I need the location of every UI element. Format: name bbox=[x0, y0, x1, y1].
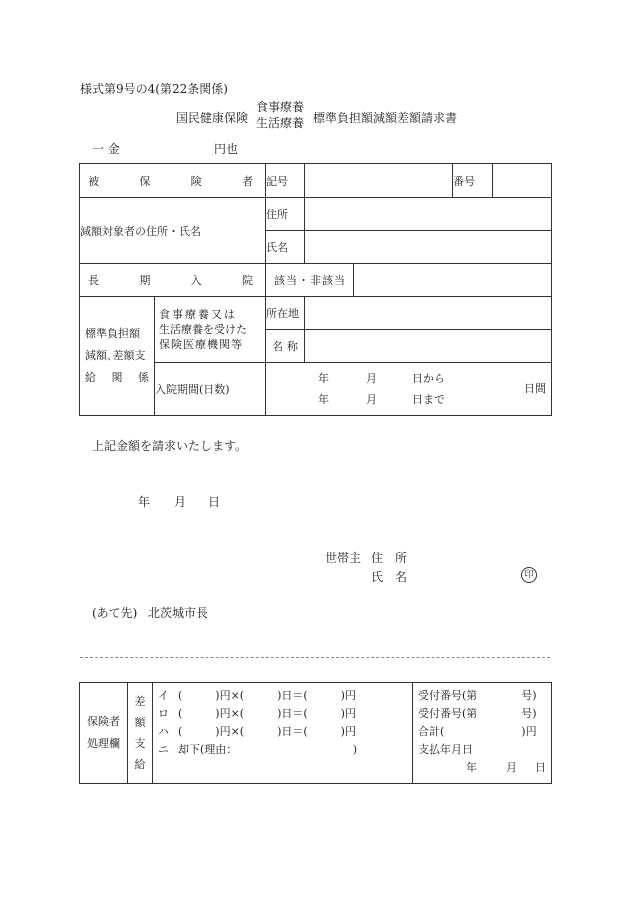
receipt-number-1: 受付番号(第 号) bbox=[418, 689, 537, 702]
addressee-prefix: (あて先) bbox=[92, 606, 138, 620]
calc-row: イ ( )円×( )日＝( )円 bbox=[158, 689, 356, 702]
location-label: 所在地 bbox=[266, 297, 305, 330]
addressee-name: 北茨城市長 bbox=[148, 606, 209, 620]
location-field[interactable] bbox=[305, 297, 552, 330]
date-month: 月 bbox=[174, 495, 187, 509]
facility-name-label: 名 称 bbox=[266, 330, 305, 363]
calc-rows-cell[interactable] bbox=[153, 683, 413, 784]
calc-row: ハ ( )円×( )日＝( )円 bbox=[158, 725, 356, 738]
name-field[interactable] bbox=[305, 231, 552, 264]
paydate-line: 年 月 日 bbox=[466, 761, 546, 774]
date-year: 年 bbox=[138, 495, 151, 509]
period-days: 日間 bbox=[524, 382, 546, 395]
kigou-label: 記号 bbox=[266, 164, 305, 198]
name-label: 氏名 bbox=[266, 231, 305, 264]
title-mid bbox=[256, 99, 304, 131]
paydate-label: 支払年月日 bbox=[418, 743, 473, 756]
householder-name-2: 名 bbox=[395, 570, 408, 584]
title-left: 国民健康保険 bbox=[176, 111, 249, 125]
address-field[interactable] bbox=[305, 198, 552, 231]
amount-suffix: 円也 bbox=[214, 142, 239, 156]
amount-prefix: 一 金 bbox=[92, 142, 120, 156]
householder-name-1: 氏 bbox=[371, 570, 384, 584]
address-label: 住所 bbox=[266, 198, 305, 231]
householder-address-2: 所 bbox=[395, 551, 408, 565]
long-stay-label-cell: 長 期 入 院 bbox=[80, 264, 266, 297]
long-stay-options[interactable]: 該 当 ・ 非 該 当 bbox=[266, 264, 354, 297]
facility-label-cell: 食事療養又は 生活療養を受けた 保険医療機関等 bbox=[155, 297, 266, 363]
title-mid-1: 食事療養 bbox=[256, 100, 305, 114]
bangou-label: 番号 bbox=[453, 164, 493, 198]
period-field[interactable]: 年 月 日から 年 月 日まで 日間 bbox=[266, 363, 552, 416]
kigou-field[interactable] bbox=[305, 164, 453, 198]
cut-line bbox=[80, 657, 550, 658]
long-stay-field[interactable] bbox=[354, 264, 552, 297]
receipt-cell[interactable] bbox=[413, 683, 552, 784]
receipt-number-2: 受付番号(第 号) bbox=[418, 707, 537, 720]
date-day: 日 bbox=[208, 495, 221, 509]
calc-row: ロ ( )円×( )日＝( )円 bbox=[158, 707, 356, 720]
office-table bbox=[79, 682, 552, 784]
main-table bbox=[79, 163, 552, 416]
period-label: 入院期間(日数) bbox=[155, 363, 266, 416]
bangou-field[interactable] bbox=[493, 164, 552, 198]
payment-label-cell: 差 額 支 給 bbox=[128, 683, 153, 784]
seal-icon: 印 bbox=[521, 567, 537, 583]
householder-address-1: 住 bbox=[371, 551, 384, 565]
insured-label-cell: 被 保 険 者 bbox=[80, 164, 266, 198]
facility-name-field[interactable] bbox=[305, 330, 552, 363]
group-label-cell: 標準負担額 減額､差額支 給 関 係 bbox=[80, 297, 155, 416]
calc-row: ニ 却下(理由： ) bbox=[158, 743, 358, 756]
total-amount: 合計( )円 bbox=[418, 725, 537, 738]
request-text: 上記金額を請求いたします。 bbox=[92, 439, 248, 453]
form-number: 様式第9号の4(第22条関係) bbox=[80, 82, 228, 96]
office-label-cell: 保険者 処理欄 bbox=[80, 683, 128, 784]
reduction-target-label: 減額対象者の住所・氏名 bbox=[80, 198, 266, 264]
title-right: 標準負担額減額差額請求書 bbox=[313, 111, 458, 125]
title-mid-2: 生活療養 bbox=[256, 116, 305, 130]
householder-label: 世帯主 bbox=[325, 551, 362, 565]
